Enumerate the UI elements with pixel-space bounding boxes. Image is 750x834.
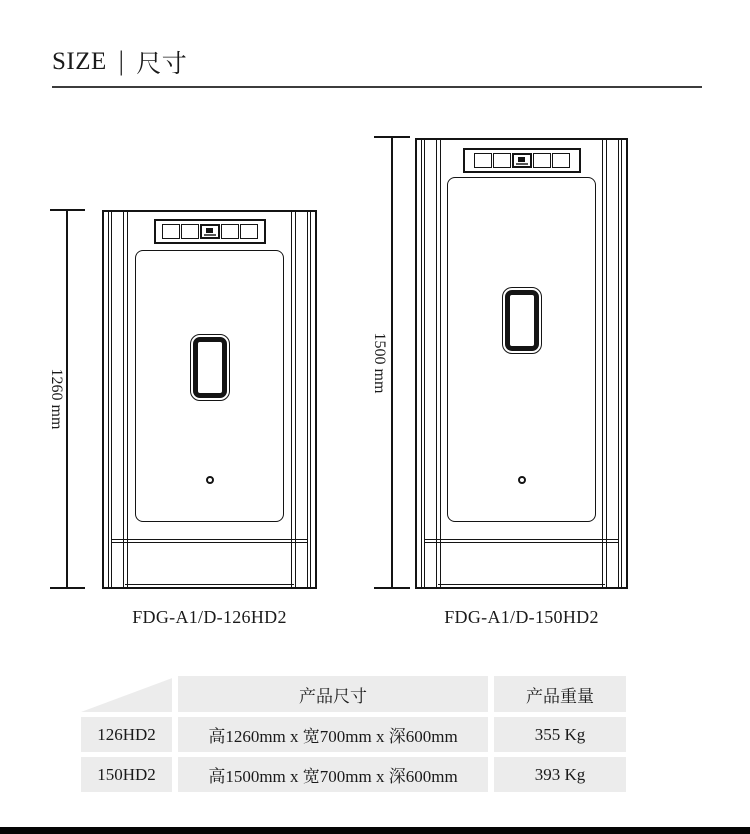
page-title-zh: 尺寸	[136, 51, 188, 78]
door-handle-grip	[505, 290, 539, 351]
keypad-panel	[463, 148, 581, 173]
row-model-cell: 126HD2	[81, 717, 172, 752]
column-header-weight: 产品重量	[494, 676, 626, 712]
dim-line-left	[66, 210, 68, 589]
left-edge-strip	[108, 212, 112, 587]
row-size-cell: 高1260mm x 宽700mm x 深600mm	[178, 717, 488, 752]
foot-line	[125, 584, 294, 585]
footer-divider-bar	[0, 827, 750, 834]
keypad-button	[533, 153, 551, 168]
spec-table	[81, 676, 626, 792]
row-weight-cell: 393 Kg	[494, 757, 626, 792]
right-hinge-strip	[291, 212, 296, 587]
safe-diagram-150hd2	[415, 138, 628, 589]
brand-logo-icon	[200, 224, 220, 239]
row-size-cell: 高1500mm x 宽700mm x 深600mm	[178, 757, 488, 792]
dim-cap-bottom-left	[50, 587, 85, 589]
keypad-button	[493, 153, 511, 168]
row-weight-cell: 355 Kg	[494, 717, 626, 752]
row-model-cell: 150HD2	[81, 757, 172, 792]
keypad-button	[240, 224, 258, 239]
logo-text-bar	[516, 163, 528, 165]
page-title	[52, 44, 187, 80]
foot-line	[438, 584, 605, 585]
keypad-button	[474, 153, 492, 168]
door-handle-grip	[193, 337, 227, 398]
page-title-en: SIZE	[52, 48, 107, 75]
logo-text-bar	[204, 234, 216, 236]
left-hinge-strip	[436, 140, 441, 587]
dim-label-1500mm: 1500 mm	[371, 332, 388, 394]
title-underline	[52, 86, 702, 88]
keypad-button	[221, 224, 239, 239]
dim-cap-bottom-right	[374, 587, 410, 589]
right-edge-strip	[307, 212, 311, 587]
column-header-size: 产品尺寸	[178, 676, 488, 712]
keypad-button	[181, 224, 199, 239]
base-trim-line	[111, 539, 308, 543]
logo-emblem	[206, 228, 213, 233]
keypad-button	[552, 153, 570, 168]
model-label-126hd2: FDG-A1/D-126HD2	[132, 607, 287, 627]
keypad-panel	[154, 219, 266, 244]
door-handle	[502, 287, 542, 354]
right-hinge-strip	[602, 140, 607, 587]
left-edge-strip	[421, 140, 425, 587]
door-handle	[190, 334, 230, 401]
title-separator: |	[118, 46, 125, 77]
right-edge-strip	[618, 140, 622, 587]
left-hinge-strip	[123, 212, 128, 587]
logo-emblem	[518, 157, 525, 162]
keypad-button	[162, 224, 180, 239]
dim-label-1260mm: 1260 mm	[48, 368, 65, 430]
model-label-150hd2: FDG-A1/D-150HD2	[444, 607, 599, 627]
keyhole-icon	[518, 476, 526, 484]
dim-line-right	[391, 137, 393, 589]
base-trim-line	[424, 539, 619, 543]
safe-diagram-126hd2	[102, 210, 317, 589]
brand-logo-icon	[512, 153, 532, 168]
keyhole-icon	[206, 476, 214, 484]
table-corner-cell	[81, 676, 172, 712]
corner-triangle	[81, 676, 172, 712]
